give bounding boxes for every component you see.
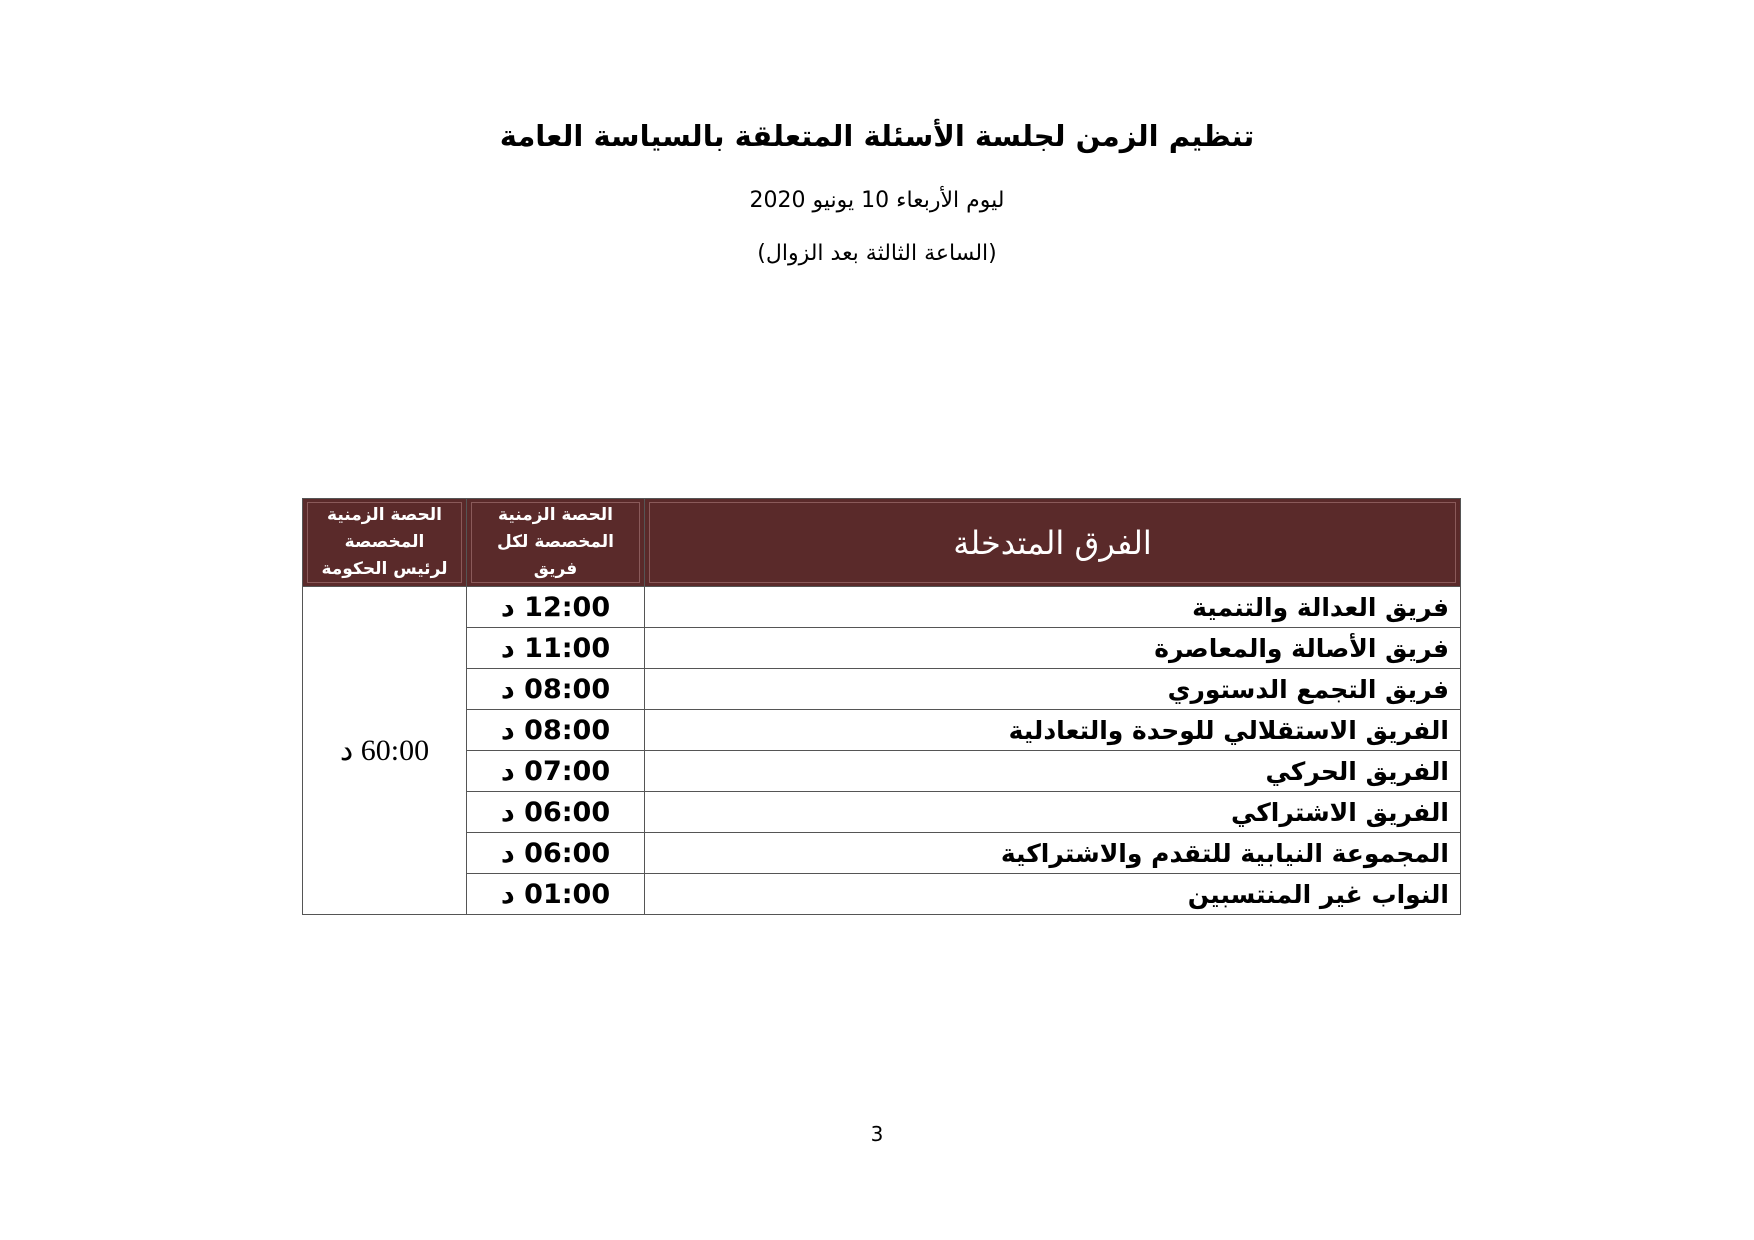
table-row: [303, 751, 1461, 792]
page-number: 3: [870, 1122, 884, 1146]
header-gov-time: [303, 499, 467, 587]
header-gov-line3: لرئيس الحكومة: [321, 559, 448, 579]
team-time-value: 06:00 د: [467, 833, 645, 874]
table-row: [303, 792, 1461, 833]
table-row: [303, 628, 1461, 669]
team-time-value: 08:00 د: [467, 669, 645, 710]
team-time-value: 12:00 د: [467, 587, 645, 628]
team-name: فريق التجمع الدستوري: [645, 669, 1461, 710]
team-name: الفريق الاستقلالي للوحدة والتعادلية: [645, 710, 1461, 751]
session-time: (الساعة الثالثة بعد الزوال): [757, 241, 997, 266]
team-time-value: 11:00 د: [467, 628, 645, 669]
team-time-value: 01:00 د: [467, 874, 645, 915]
header-team-time-line3: فريق: [533, 559, 578, 579]
session-date: ليوم الأربعاء 10 يونيو 2020: [749, 188, 1005, 213]
team-time-value: 07:00 د: [467, 751, 645, 792]
team-name: الفريق الحركي: [645, 751, 1461, 792]
team-name: المجموعة النيابية للتقدم والاشتراكية: [645, 833, 1461, 874]
header-gov-line2: المخصصة: [344, 532, 425, 552]
table-row: [303, 874, 1461, 915]
team-time-value: 08:00 د: [467, 710, 645, 751]
team-name: النواب غير المنتسبين: [645, 874, 1461, 915]
gov-time-value: 60:00 د: [303, 587, 467, 915]
page-title: تنظيم الزمن لجلسة الأسئلة المتعلقة بالسياسة العامة: [499, 119, 1255, 153]
header-teams: [645, 499, 1461, 587]
team-time-value: 06:00 د: [467, 792, 645, 833]
table-row: [303, 669, 1461, 710]
header-team-time-line2: المخصصة لكل: [496, 532, 615, 552]
team-name: الفريق الاشتراكي: [645, 792, 1461, 833]
header-team-time: [467, 499, 645, 587]
table-row: [303, 710, 1461, 751]
schedule-table: [302, 498, 1461, 915]
header-team-time-line1: الحصة الزمنية: [498, 505, 613, 525]
table-header-row: [303, 499, 1461, 587]
header-teams-label: الفرق المتدخلة: [953, 523, 1152, 562]
team-name: فريق العدالة والتنمية: [645, 587, 1461, 628]
team-name: فريق الأصالة والمعاصرة: [645, 628, 1461, 669]
table-row: [303, 587, 1461, 628]
table-row: [303, 833, 1461, 874]
header-gov-line1: الحصة الزمنية: [327, 505, 442, 525]
